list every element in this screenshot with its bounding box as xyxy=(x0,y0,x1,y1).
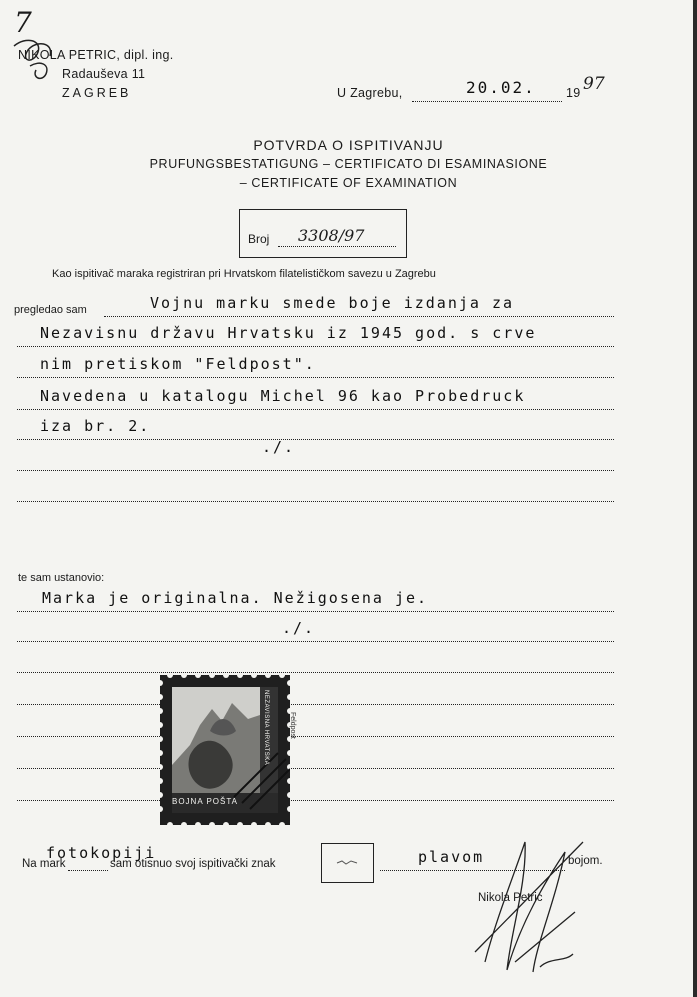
found-line-2: ./. xyxy=(282,619,316,637)
examined-dotline-6 xyxy=(17,470,614,471)
footer-middle: sam otisnuo svoj ispitivački znak xyxy=(110,858,276,870)
examined-dotline-5 xyxy=(17,439,614,440)
number-value: 3308/97 xyxy=(298,226,365,245)
certificate-subtitle-2: – CERTIFICATE OF EXAMINATION xyxy=(239,176,458,190)
examined-line-2: Nezavisnu državu Hrvatsku iz 1945 god. s crve xyxy=(40,324,537,342)
footer-filled-on: fotokopiji xyxy=(46,844,157,862)
found-dotline-2 xyxy=(17,641,614,642)
examined-line-1: Vojnu marku smede boje izdanja za xyxy=(150,294,515,312)
footer-dotline-1 xyxy=(68,870,108,871)
examined-dotline-3 xyxy=(17,377,614,378)
found-dotline-1 xyxy=(17,611,614,612)
examined-dotline-2 xyxy=(17,346,614,347)
examiner-mark-icon xyxy=(336,858,358,868)
footer-prefix: Na mark xyxy=(22,858,66,870)
corner-handwritten-mark: 7 xyxy=(14,6,32,39)
found-line-1: Marka je originalna. Nežigosena je. xyxy=(42,589,429,607)
examined-dotline-7 xyxy=(17,501,614,502)
certificate-subtitle-1: PRUFUNGSBESTATIGUNG – CERTIFICATO DI ESAMINASIONE xyxy=(149,157,548,171)
examined-line-3: nim pretiskom "Feldpost". xyxy=(40,355,316,373)
found-dotline-7 xyxy=(17,800,614,801)
place-label: U Zagrebu, xyxy=(337,86,403,100)
sender-street: Radauševa 11 xyxy=(62,67,146,81)
found-dotline-6 xyxy=(17,768,614,769)
examined-line-4: Navedena u katalogu Michel 96 kao Probedruck xyxy=(40,387,526,405)
signer-name: Nikola Petric xyxy=(478,892,543,904)
found-label: te sam ustanovio: xyxy=(18,572,105,584)
stamp-overprint: Feldpost xyxy=(289,712,296,739)
found-dotline-5 xyxy=(17,736,614,737)
examiner-mark-box xyxy=(321,843,374,883)
examined-dotline-4 xyxy=(17,409,614,410)
stamp-country: NEZAVISNA HRVATSKA xyxy=(263,690,269,766)
year-prefix: 19 xyxy=(566,86,581,100)
number-dotline xyxy=(278,246,396,247)
handwritten-signature xyxy=(455,812,595,980)
footer-filled-colour: plavom xyxy=(418,848,485,866)
examined-line-6: ./. xyxy=(262,438,296,456)
date-value: 20.02. xyxy=(466,78,536,97)
certificate-title: POTVRDA O ISPITIVANJU xyxy=(253,137,444,153)
date-dotline xyxy=(412,101,562,102)
sender-name: NIKOLA PETRIC, dipl. ing. xyxy=(18,48,174,62)
number-box xyxy=(239,209,407,258)
found-dotline-3 xyxy=(17,672,614,673)
number-label: Broj xyxy=(248,232,270,246)
stamp-inscription: BOJNA POŠTA xyxy=(172,797,238,806)
intro-text: Kao ispitivač maraka registriran pri Hrvatskom filatelističkom savezu u Zagrebu xyxy=(52,268,436,280)
examined-label: pregledao sam xyxy=(14,304,87,316)
sender-city: ZAGREB xyxy=(62,86,132,100)
year-suffix: 97 xyxy=(583,74,605,94)
footer-suffix: bojom. xyxy=(568,855,603,867)
examined-dotline-1 xyxy=(104,316,614,317)
found-dotline-4 xyxy=(17,704,614,705)
examined-line-5: iza br. 2. xyxy=(40,417,151,435)
